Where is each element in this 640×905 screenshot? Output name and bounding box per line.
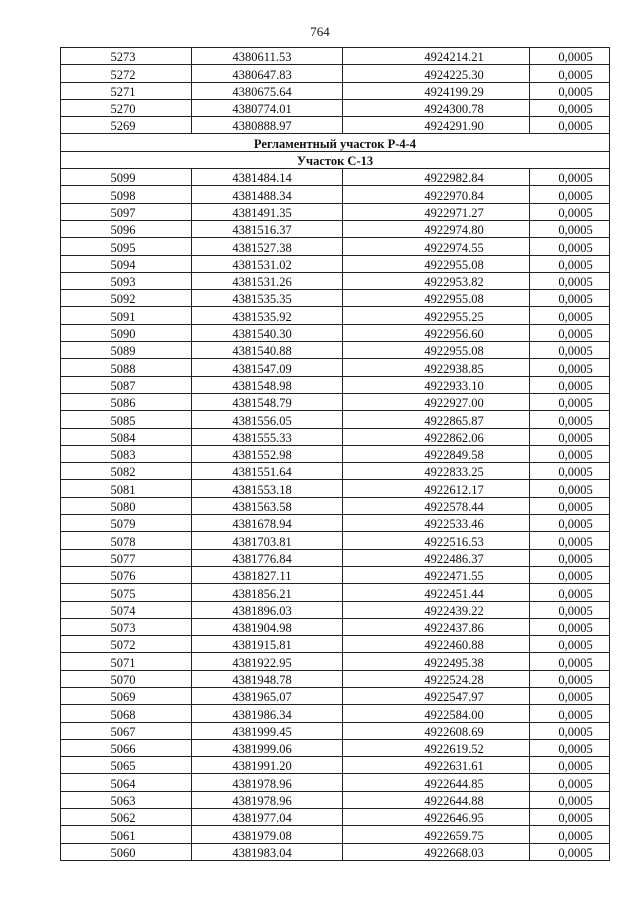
value-cell: 0,0005 [530, 290, 610, 307]
y-coordinate-cell: 4922646.95 [343, 809, 530, 826]
table-row [61, 272, 610, 289]
y-coordinate-cell: 4922644.85 [343, 774, 530, 791]
x-coordinate-cell: 4381999.06 [192, 739, 343, 756]
point-number-cell: 5087 [61, 376, 192, 393]
point-number-cell: 5074 [61, 601, 192, 618]
x-coordinate-cell: 4381516.37 [192, 220, 343, 237]
y-coordinate-cell: 4922439.22 [343, 601, 530, 618]
x-coordinate-cell: 4381977.04 [192, 809, 343, 826]
value-cell: 0,0005 [530, 186, 610, 203]
y-coordinate-cell: 4922533.46 [343, 515, 530, 532]
y-coordinate-cell: 4922644.88 [343, 791, 530, 808]
point-number-cell: 5088 [61, 359, 192, 376]
y-coordinate-cell: 4922495.38 [343, 653, 530, 670]
table-row [61, 99, 610, 116]
point-number-cell: 5076 [61, 566, 192, 583]
x-coordinate-cell: 4381856.21 [192, 584, 343, 601]
x-coordinate-cell: 4381991.20 [192, 757, 343, 774]
value-cell: 0,0005 [530, 480, 610, 497]
x-coordinate-cell: 4381922.95 [192, 653, 343, 670]
point-number-cell: 5067 [61, 722, 192, 739]
x-coordinate-cell: 4381527.38 [192, 238, 343, 255]
table-row [61, 324, 610, 341]
y-coordinate-cell: 4922619.52 [343, 739, 530, 756]
x-coordinate-cell: 4381986.34 [192, 705, 343, 722]
x-coordinate-cell: 4381678.94 [192, 515, 343, 532]
point-number-cell: 5061 [61, 826, 192, 843]
section-header-row [61, 134, 610, 151]
table-row [61, 393, 610, 410]
table-row [61, 463, 610, 480]
point-number-cell: 5080 [61, 497, 192, 514]
table-row [61, 359, 610, 376]
x-coordinate-cell: 4381484.14 [192, 169, 343, 186]
section-title: Регламентный участок Р-4-4 [61, 134, 610, 151]
x-coordinate-cell: 4381551.64 [192, 463, 343, 480]
y-coordinate-cell: 4922451.44 [343, 584, 530, 601]
x-coordinate-cell: 4381491.35 [192, 203, 343, 220]
table-row [61, 739, 610, 756]
point-number-cell: 5090 [61, 324, 192, 341]
point-number-cell: 5089 [61, 342, 192, 359]
x-coordinate-cell: 4381915.81 [192, 636, 343, 653]
section-title: Участок С-13 [61, 151, 610, 168]
x-coordinate-cell: 4381488.34 [192, 186, 343, 203]
x-coordinate-cell: 4381978.96 [192, 791, 343, 808]
value-cell: 0,0005 [530, 774, 610, 791]
table-row [61, 82, 610, 99]
x-coordinate-cell: 4381896.03 [192, 601, 343, 618]
y-coordinate-cell: 4922955.08 [343, 255, 530, 272]
x-coordinate-cell: 4381548.98 [192, 376, 343, 393]
y-coordinate-cell: 4922584.00 [343, 705, 530, 722]
y-coordinate-cell: 4922955.08 [343, 342, 530, 359]
x-coordinate-cell: 4381563.58 [192, 497, 343, 514]
table-row [61, 497, 610, 514]
table-row [61, 670, 610, 687]
value-cell: 0,0005 [530, 203, 610, 220]
y-coordinate-cell: 4924199.29 [343, 82, 530, 99]
y-coordinate-cell: 4922659.75 [343, 826, 530, 843]
table-row [61, 376, 610, 393]
table-row [61, 653, 610, 670]
x-coordinate-cell: 4381540.88 [192, 342, 343, 359]
value-cell: 0,0005 [530, 618, 610, 635]
x-coordinate-cell: 4381547.09 [192, 359, 343, 376]
x-coordinate-cell: 4381535.35 [192, 290, 343, 307]
x-coordinate-cell: 4381948.78 [192, 670, 343, 687]
value-cell: 0,0005 [530, 65, 610, 82]
point-number-cell: 5271 [61, 82, 192, 99]
value-cell: 0,0005 [530, 722, 610, 739]
y-coordinate-cell: 4922547.97 [343, 687, 530, 704]
table-row [61, 255, 610, 272]
y-coordinate-cell: 4922524.28 [343, 670, 530, 687]
value-cell: 0,0005 [530, 99, 610, 116]
y-coordinate-cell: 4922460.88 [343, 636, 530, 653]
y-coordinate-cell: 4922668.03 [343, 843, 530, 860]
x-coordinate-cell: 4380774.01 [192, 99, 343, 116]
value-cell: 0,0005 [530, 757, 610, 774]
table-row [61, 307, 610, 324]
table-row [61, 515, 610, 532]
value-cell: 0,0005 [530, 670, 610, 687]
y-coordinate-cell: 4922833.25 [343, 463, 530, 480]
point-number-cell: 5072 [61, 636, 192, 653]
x-coordinate-cell: 4381553.18 [192, 480, 343, 497]
y-coordinate-cell: 4922982.84 [343, 169, 530, 186]
point-number-cell: 5270 [61, 99, 192, 116]
y-coordinate-cell: 4922631.61 [343, 757, 530, 774]
value-cell: 0,0005 [530, 739, 610, 756]
x-coordinate-cell: 4381531.26 [192, 272, 343, 289]
x-coordinate-cell: 4381556.05 [192, 411, 343, 428]
x-coordinate-cell: 4381983.04 [192, 843, 343, 860]
value-cell: 0,0005 [530, 272, 610, 289]
point-number-cell: 5069 [61, 687, 192, 704]
y-coordinate-cell: 4922612.17 [343, 480, 530, 497]
x-coordinate-cell: 4381965.07 [192, 687, 343, 704]
x-coordinate-cell: 4380647.83 [192, 65, 343, 82]
x-coordinate-cell: 4380675.64 [192, 82, 343, 99]
value-cell: 0,0005 [530, 549, 610, 566]
table-row [61, 566, 610, 583]
value-cell: 0,0005 [530, 826, 610, 843]
y-coordinate-cell: 4922927.00 [343, 393, 530, 410]
point-number-cell: 5097 [61, 203, 192, 220]
table-row [61, 705, 610, 722]
y-coordinate-cell: 4922865.87 [343, 411, 530, 428]
y-coordinate-cell: 4922933.10 [343, 376, 530, 393]
point-number-cell: 5075 [61, 584, 192, 601]
point-number-cell: 5095 [61, 238, 192, 255]
x-coordinate-cell: 4381531.02 [192, 255, 343, 272]
table-row [61, 48, 610, 65]
x-coordinate-cell: 4381978.96 [192, 774, 343, 791]
point-number-cell: 5073 [61, 618, 192, 635]
point-number-cell: 5070 [61, 670, 192, 687]
table-row [61, 722, 610, 739]
table-row [61, 65, 610, 82]
value-cell: 0,0005 [530, 393, 610, 410]
point-number-cell: 5269 [61, 117, 192, 134]
value-cell: 0,0005 [530, 584, 610, 601]
y-coordinate-cell: 4922862.06 [343, 428, 530, 445]
point-number-cell: 5096 [61, 220, 192, 237]
point-number-cell: 5082 [61, 463, 192, 480]
value-cell: 0,0005 [530, 82, 610, 99]
point-number-cell: 5078 [61, 532, 192, 549]
value-cell: 0,0005 [530, 238, 610, 255]
value-cell: 0,0005 [530, 220, 610, 237]
value-cell: 0,0005 [530, 791, 610, 808]
point-number-cell: 5093 [61, 272, 192, 289]
y-coordinate-cell: 4922971.27 [343, 203, 530, 220]
table-row [61, 342, 610, 359]
point-number-cell: 5064 [61, 774, 192, 791]
value-cell: 0,0005 [530, 636, 610, 653]
x-coordinate-cell: 4381540.30 [192, 324, 343, 341]
point-number-cell: 5272 [61, 65, 192, 82]
point-number-cell: 5099 [61, 169, 192, 186]
table-row [61, 117, 610, 134]
value-cell: 0,0005 [530, 809, 610, 826]
point-number-cell: 5098 [61, 186, 192, 203]
table-row [61, 445, 610, 462]
table-row [61, 826, 610, 843]
value-cell: 0,0005 [530, 376, 610, 393]
table-row [61, 584, 610, 601]
coordinates-table [60, 47, 610, 861]
table-row [61, 203, 610, 220]
page-number: 764 [310, 24, 330, 39]
point-number-cell: 5066 [61, 739, 192, 756]
table-row [61, 687, 610, 704]
point-number-cell: 5062 [61, 809, 192, 826]
table-row [61, 636, 610, 653]
point-number-cell: 5071 [61, 653, 192, 670]
x-coordinate-cell: 4381979.08 [192, 826, 343, 843]
x-coordinate-cell: 4381827.11 [192, 566, 343, 583]
x-coordinate-cell: 4381552.98 [192, 445, 343, 462]
value-cell: 0,0005 [530, 307, 610, 324]
y-coordinate-cell: 4922608.69 [343, 722, 530, 739]
point-number-cell: 5091 [61, 307, 192, 324]
y-coordinate-cell: 4922956.60 [343, 324, 530, 341]
point-number-cell: 5065 [61, 757, 192, 774]
table-row [61, 220, 610, 237]
value-cell: 0,0005 [530, 705, 610, 722]
table-row [61, 549, 610, 566]
value-cell: 0,0005 [530, 515, 610, 532]
y-coordinate-cell: 4922471.55 [343, 566, 530, 583]
value-cell: 0,0005 [530, 169, 610, 186]
y-coordinate-cell: 4924300.78 [343, 99, 530, 116]
y-coordinate-cell: 4924225.30 [343, 65, 530, 82]
y-coordinate-cell: 4922970.84 [343, 186, 530, 203]
point-number-cell: 5085 [61, 411, 192, 428]
table-row [61, 411, 610, 428]
value-cell: 0,0005 [530, 255, 610, 272]
y-coordinate-cell: 4922974.55 [343, 238, 530, 255]
table-row [61, 186, 610, 203]
coordinates-table-body [61, 48, 610, 861]
point-number-cell: 5077 [61, 549, 192, 566]
value-cell: 0,0005 [530, 428, 610, 445]
value-cell: 0,0005 [530, 324, 610, 341]
x-coordinate-cell: 4381535.92 [192, 307, 343, 324]
y-coordinate-cell: 4922437.86 [343, 618, 530, 635]
y-coordinate-cell: 4922974.80 [343, 220, 530, 237]
table-row [61, 601, 610, 618]
table-row [61, 843, 610, 860]
table-row [61, 774, 610, 791]
y-coordinate-cell: 4922849.58 [343, 445, 530, 462]
point-number-cell: 5068 [61, 705, 192, 722]
point-number-cell: 5273 [61, 48, 192, 65]
value-cell: 0,0005 [530, 532, 610, 549]
point-number-cell: 5094 [61, 255, 192, 272]
table-row [61, 169, 610, 186]
value-cell: 0,0005 [530, 117, 610, 134]
value-cell: 0,0005 [530, 411, 610, 428]
table-row [61, 618, 610, 635]
point-number-cell: 5079 [61, 515, 192, 532]
x-coordinate-cell: 4381703.81 [192, 532, 343, 549]
value-cell: 0,0005 [530, 445, 610, 462]
table-row [61, 791, 610, 808]
table-row [61, 238, 610, 255]
value-cell: 0,0005 [530, 653, 610, 670]
x-coordinate-cell: 4381904.98 [192, 618, 343, 635]
value-cell: 0,0005 [530, 497, 610, 514]
x-coordinate-cell: 4381999.45 [192, 722, 343, 739]
x-coordinate-cell: 4381548.79 [192, 393, 343, 410]
value-cell: 0,0005 [530, 342, 610, 359]
value-cell: 0,0005 [530, 48, 610, 65]
x-coordinate-cell: 4380611.53 [192, 48, 343, 65]
table-row [61, 290, 610, 307]
point-number-cell: 5063 [61, 791, 192, 808]
x-coordinate-cell: 4381555.33 [192, 428, 343, 445]
table-row [61, 480, 610, 497]
value-cell: 0,0005 [530, 687, 610, 704]
table-row [61, 532, 610, 549]
y-coordinate-cell: 4922953.82 [343, 272, 530, 289]
y-coordinate-cell: 4924214.21 [343, 48, 530, 65]
y-coordinate-cell: 4922516.53 [343, 532, 530, 549]
value-cell: 0,0005 [530, 843, 610, 860]
point-number-cell: 5060 [61, 843, 192, 860]
point-number-cell: 5086 [61, 393, 192, 410]
y-coordinate-cell: 4922955.08 [343, 290, 530, 307]
value-cell: 0,0005 [530, 463, 610, 480]
table-row [61, 428, 610, 445]
x-coordinate-cell: 4381776.84 [192, 549, 343, 566]
table-row [61, 809, 610, 826]
value-cell: 0,0005 [530, 359, 610, 376]
point-number-cell: 5084 [61, 428, 192, 445]
table-row [61, 757, 610, 774]
point-number-cell: 5081 [61, 480, 192, 497]
y-coordinate-cell: 4922938.85 [343, 359, 530, 376]
x-coordinate-cell: 4380888.97 [192, 117, 343, 134]
value-cell: 0,0005 [530, 601, 610, 618]
y-coordinate-cell: 4924291.90 [343, 117, 530, 134]
point-number-cell: 5092 [61, 290, 192, 307]
value-cell: 0,0005 [530, 566, 610, 583]
y-coordinate-cell: 4922955.25 [343, 307, 530, 324]
point-number-cell: 5083 [61, 445, 192, 462]
y-coordinate-cell: 4922486.37 [343, 549, 530, 566]
y-coordinate-cell: 4922578.44 [343, 497, 530, 514]
section-header-row [61, 151, 610, 168]
